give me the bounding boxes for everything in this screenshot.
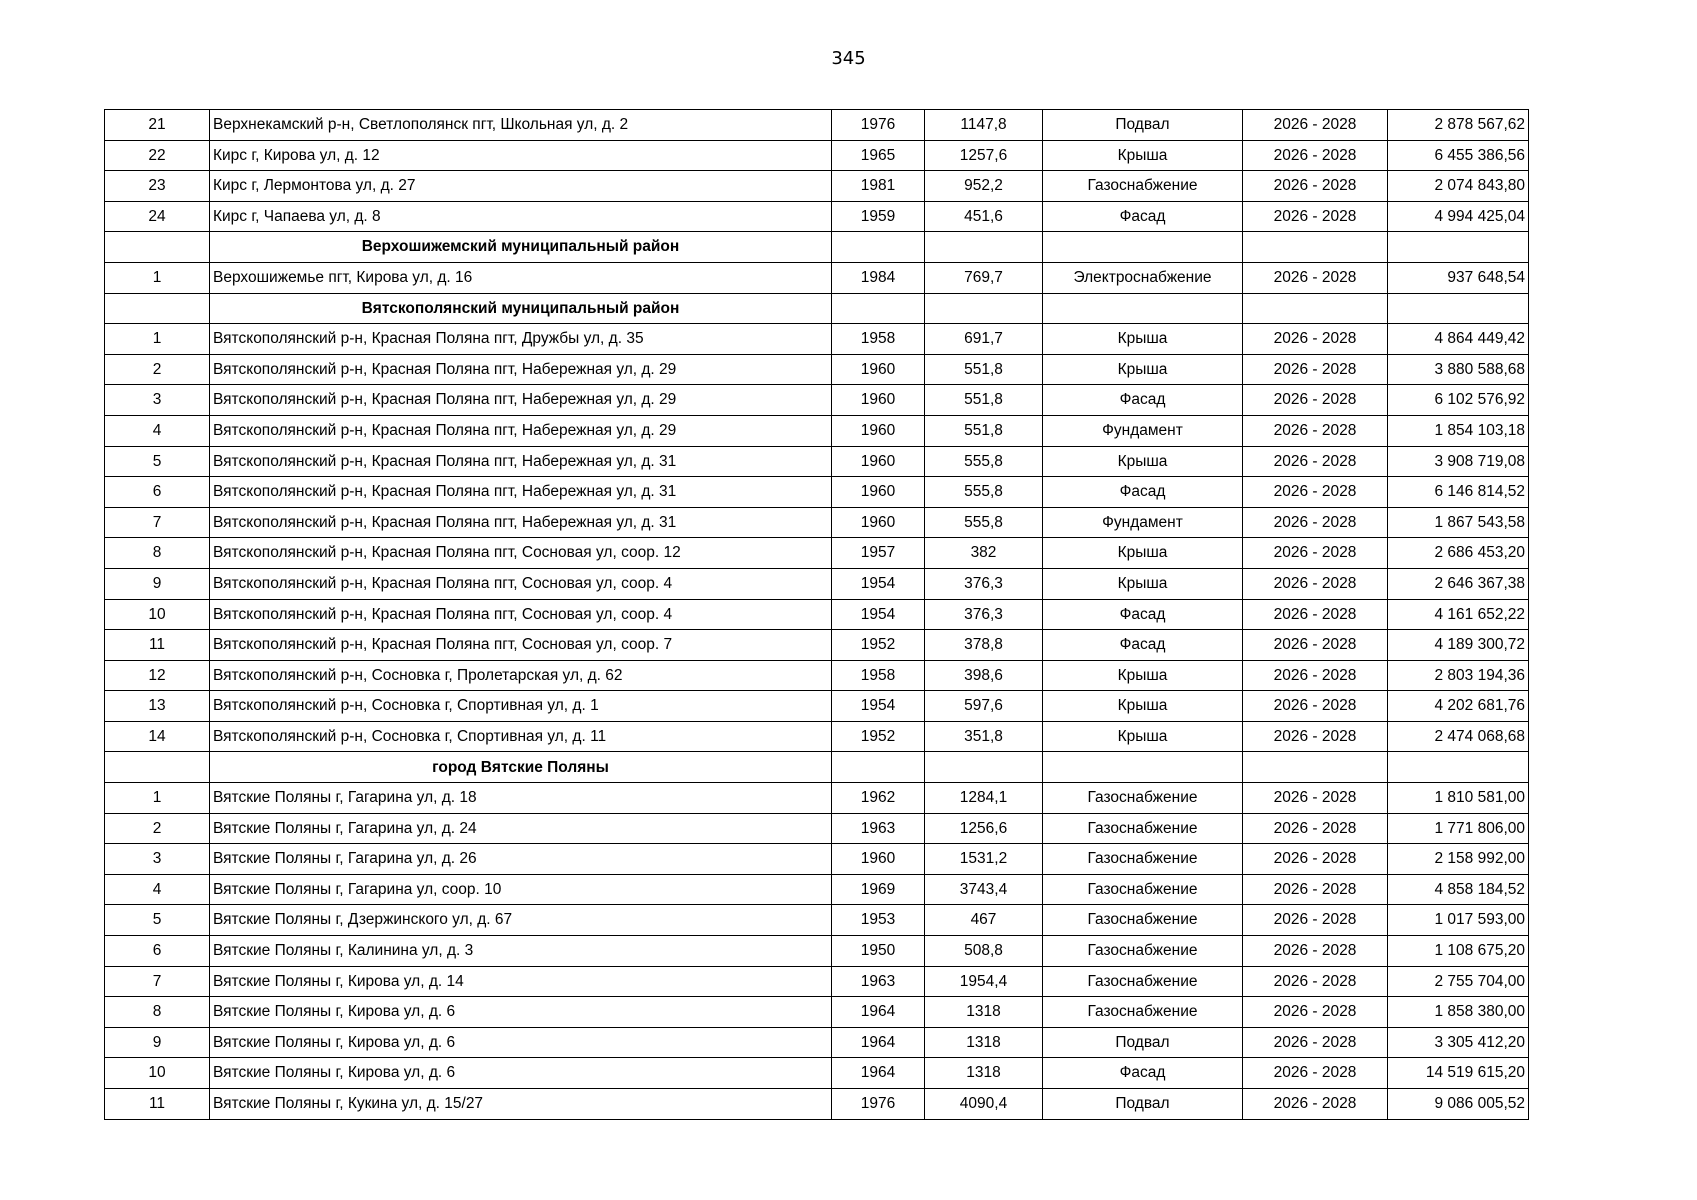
- cell-work-type: Крыша: [1043, 568, 1243, 599]
- cell-cost: [1388, 293, 1529, 324]
- cell-area: 551,8: [925, 385, 1043, 416]
- table-row: [105, 599, 1529, 630]
- cell-year: 1958: [832, 660, 925, 691]
- cell-number: 1: [105, 324, 210, 355]
- table-row: [105, 691, 1529, 722]
- cell-year: 1952: [832, 630, 925, 661]
- cell-area: 1954,4: [925, 966, 1043, 997]
- cell-number: 1: [105, 783, 210, 814]
- cell-address: Вятские Поляны г, Гагарина ул, д. 18: [210, 783, 832, 814]
- cell-period: 2026 - 2028: [1243, 691, 1388, 722]
- cell-area: [925, 293, 1043, 324]
- cell-period: 2026 - 2028: [1243, 262, 1388, 293]
- cell-area: 597,6: [925, 691, 1043, 722]
- cell-work-type: Подвал: [1043, 1089, 1243, 1120]
- cell-year: 1953: [832, 905, 925, 936]
- cell-year: 1950: [832, 936, 925, 967]
- cell-cost: 1 858 380,00: [1388, 997, 1529, 1028]
- cell-area: 1257,6: [925, 140, 1043, 171]
- cell-work-type: Фасад: [1043, 201, 1243, 232]
- table-row: [105, 1089, 1529, 1120]
- cell-period: 2026 - 2028: [1243, 1027, 1388, 1058]
- cell-cost: 6 455 386,56: [1388, 140, 1529, 171]
- cell-year: 1964: [832, 1058, 925, 1089]
- cell-cost: 9 086 005,52: [1388, 1089, 1529, 1120]
- cell-area: 555,8: [925, 446, 1043, 477]
- section-title: Вятскополянский муниципальный район: [210, 293, 832, 324]
- cell-number: 3: [105, 385, 210, 416]
- cell-work-type: Газоснабжение: [1043, 966, 1243, 997]
- cell-work-type: Газоснабжение: [1043, 783, 1243, 814]
- cell-cost: 2 878 567,62: [1388, 110, 1529, 141]
- cell-address: Вятскополянский р-н, Красная Поляна пгт, Набережная ул, д. 31: [210, 446, 832, 477]
- cell-number: 10: [105, 1058, 210, 1089]
- table-row: [105, 538, 1529, 569]
- cell-area: 769,7: [925, 262, 1043, 293]
- cell-work-type: Подвал: [1043, 110, 1243, 141]
- cell-year: 1959: [832, 201, 925, 232]
- cell-period: 2026 - 2028: [1243, 110, 1388, 141]
- cell-address: Вятскополянский р-н, Сосновка г, Спортивная ул, д. 1: [210, 691, 832, 722]
- section-header-row: [105, 752, 1529, 783]
- cell-address: Вятскополянский р-н, Красная Поляна пгт, Набережная ул, д. 29: [210, 385, 832, 416]
- cell-area: 551,8: [925, 354, 1043, 385]
- cell-area: 1531,2: [925, 844, 1043, 875]
- cell-year: 1958: [832, 324, 925, 355]
- cell-area: 1318: [925, 997, 1043, 1028]
- table-row: [105, 660, 1529, 691]
- cell-area: 1256,6: [925, 813, 1043, 844]
- cell-cost: 2 158 992,00: [1388, 844, 1529, 875]
- cell-address: Вятскополянский р-н, Сосновка г, Пролетарская ул, д. 62: [210, 660, 832, 691]
- cell-number: 3: [105, 844, 210, 875]
- cell-year: 1960: [832, 354, 925, 385]
- cell-number: 21: [105, 110, 210, 141]
- cell-period: 2026 - 2028: [1243, 140, 1388, 171]
- cell-period: 2026 - 2028: [1243, 568, 1388, 599]
- cell-number: 22: [105, 140, 210, 171]
- cell-area: 3743,4: [925, 874, 1043, 905]
- cell-year: [832, 232, 925, 263]
- table-row: [105, 874, 1529, 905]
- cell-cost: 4 864 449,42: [1388, 324, 1529, 355]
- cell-cost: 4 161 652,22: [1388, 599, 1529, 630]
- table-row: [105, 905, 1529, 936]
- cell-number: 8: [105, 997, 210, 1028]
- table-row: [105, 966, 1529, 997]
- cell-cost: 2 803 194,36: [1388, 660, 1529, 691]
- cell-year: 1963: [832, 966, 925, 997]
- cell-period: 2026 - 2028: [1243, 1058, 1388, 1089]
- cell-number: 11: [105, 1089, 210, 1120]
- cell-address: Вятские Поляны г, Гагарина ул, д. 26: [210, 844, 832, 875]
- table-row: [105, 507, 1529, 538]
- cell-address: Вятскополянский р-н, Красная Поляна пгт, Сосновая ул, соор. 4: [210, 568, 832, 599]
- cell-area: 1284,1: [925, 783, 1043, 814]
- table-row: [105, 446, 1529, 477]
- cell-area: 351,8: [925, 721, 1043, 752]
- cell-cost: 4 858 184,52: [1388, 874, 1529, 905]
- cell-address: Верхошижемье пгт, Кирова ул, д. 16: [210, 262, 832, 293]
- cell-period: 2026 - 2028: [1243, 507, 1388, 538]
- cell-work-type: Крыша: [1043, 324, 1243, 355]
- cell-area: 398,6: [925, 660, 1043, 691]
- cell-area: 551,8: [925, 415, 1043, 446]
- cell-year: 1962: [832, 783, 925, 814]
- cell-cost: 937 648,54: [1388, 262, 1529, 293]
- table-row: [105, 385, 1529, 416]
- cell-cost: 2 755 704,00: [1388, 966, 1529, 997]
- cell-address: Вятскополянский р-н, Красная Поляна пгт, Сосновая ул, соор. 12: [210, 538, 832, 569]
- cell-year: 1960: [832, 415, 925, 446]
- cell-work-type: Крыша: [1043, 140, 1243, 171]
- cell-period: 2026 - 2028: [1243, 844, 1388, 875]
- table-row: [105, 201, 1529, 232]
- cell-year: [832, 752, 925, 783]
- cell-address: Кирс г, Лермонтова ул, д. 27: [210, 171, 832, 202]
- repair-schedule-table: [104, 109, 1529, 1120]
- cell-period: [1243, 752, 1388, 783]
- cell-period: 2026 - 2028: [1243, 721, 1388, 752]
- cell-address: Верхнекамский р-н, Светлополянск пгт, Школьная ул, д. 2: [210, 110, 832, 141]
- cell-work-type: Крыша: [1043, 446, 1243, 477]
- cell-period: [1243, 293, 1388, 324]
- table-row: [105, 721, 1529, 752]
- cell-number: 2: [105, 813, 210, 844]
- table-row: [105, 140, 1529, 171]
- cell-year: 1963: [832, 813, 925, 844]
- cell-period: 2026 - 2028: [1243, 385, 1388, 416]
- cell-work-type: Газоснабжение: [1043, 171, 1243, 202]
- cell-area: 378,8: [925, 630, 1043, 661]
- cell-area: [925, 752, 1043, 783]
- cell-number: 8: [105, 538, 210, 569]
- cell-year: 1952: [832, 721, 925, 752]
- cell-number: 5: [105, 446, 210, 477]
- cell-area: 555,8: [925, 507, 1043, 538]
- cell-year: 1969: [832, 874, 925, 905]
- cell-year: 1957: [832, 538, 925, 569]
- cell-number: 9: [105, 1027, 210, 1058]
- cell-number: 1: [105, 262, 210, 293]
- cell-number: 12: [105, 660, 210, 691]
- section-header-row: [105, 232, 1529, 263]
- cell-number: 2: [105, 354, 210, 385]
- cell-cost: 6 146 814,52: [1388, 477, 1529, 508]
- cell-cost: 1 810 581,00: [1388, 783, 1529, 814]
- cell-work-type: Газоснабжение: [1043, 813, 1243, 844]
- cell-work-type: Крыша: [1043, 691, 1243, 722]
- cell-number: 6: [105, 936, 210, 967]
- table-body: [105, 110, 1529, 1120]
- cell-area: 376,3: [925, 568, 1043, 599]
- cell-year: 1960: [832, 844, 925, 875]
- cell-area: 555,8: [925, 477, 1043, 508]
- cell-year: 1960: [832, 385, 925, 416]
- cell-work-type: [1043, 293, 1243, 324]
- section-title: город Вятские Поляны: [210, 752, 832, 783]
- cell-year: 1954: [832, 568, 925, 599]
- cell-address: Вятскополянский р-н, Красная Поляна пгт, Набережная ул, д. 29: [210, 354, 832, 385]
- cell-cost: 3 880 588,68: [1388, 354, 1529, 385]
- cell-address: Вятские Поляны г, Гагарина ул, д. 24: [210, 813, 832, 844]
- cell-work-type: Фасад: [1043, 477, 1243, 508]
- cell-address: Вятскополянский р-н, Сосновка г, Спортивная ул, д. 11: [210, 721, 832, 752]
- cell-address: Вятскополянский р-н, Красная Поляна пгт, Набережная ул, д. 29: [210, 415, 832, 446]
- cell-address: Кирс г, Чапаева ул, д. 8: [210, 201, 832, 232]
- table-row: [105, 844, 1529, 875]
- cell-period: 2026 - 2028: [1243, 874, 1388, 905]
- cell-address: Вятскополянский р-н, Красная Поляна пгт, Дружбы ул, д. 35: [210, 324, 832, 355]
- cell-year: 1960: [832, 446, 925, 477]
- cell-address: Вятские Поляны г, Кирова ул, д. 6: [210, 1058, 832, 1089]
- cell-year: 1964: [832, 997, 925, 1028]
- table-row: [105, 630, 1529, 661]
- cell-address: Вятскополянский р-н, Красная Поляна пгт, Сосновая ул, соор. 4: [210, 599, 832, 630]
- cell-period: 2026 - 2028: [1243, 201, 1388, 232]
- cell-work-type: Фасад: [1043, 599, 1243, 630]
- cell-period: 2026 - 2028: [1243, 415, 1388, 446]
- cell-address: Вятскополянский р-н, Красная Поляна пгт, Набережная ул, д. 31: [210, 507, 832, 538]
- cell-work-type: [1043, 232, 1243, 263]
- cell-period: 2026 - 2028: [1243, 477, 1388, 508]
- section-title: Верхошижемский муниципальный район: [210, 232, 832, 263]
- cell-cost: 1 771 806,00: [1388, 813, 1529, 844]
- cell-cost: 3 305 412,20: [1388, 1027, 1529, 1058]
- cell-work-type: Фасад: [1043, 1058, 1243, 1089]
- cell-year: 1984: [832, 262, 925, 293]
- cell-number: [105, 293, 210, 324]
- cell-period: 2026 - 2028: [1243, 997, 1388, 1028]
- cell-period: 2026 - 2028: [1243, 813, 1388, 844]
- cell-work-type: Фасад: [1043, 630, 1243, 661]
- cell-period: 2026 - 2028: [1243, 905, 1388, 936]
- cell-work-type: Фасад: [1043, 385, 1243, 416]
- cell-work-type: Газоснабжение: [1043, 905, 1243, 936]
- cell-year: 1960: [832, 477, 925, 508]
- cell-work-type: Фундамент: [1043, 415, 1243, 446]
- cell-number: 4: [105, 874, 210, 905]
- cell-cost: 2 074 843,80: [1388, 171, 1529, 202]
- cell-number: 5: [105, 905, 210, 936]
- cell-address: Вятские Поляны г, Кирова ул, д. 6: [210, 1027, 832, 1058]
- cell-area: 1318: [925, 1058, 1043, 1089]
- cell-cost: 14 519 615,20: [1388, 1058, 1529, 1089]
- table-row: [105, 1058, 1529, 1089]
- cell-address: Вятские Поляны г, Гагарина ул, соор. 10: [210, 874, 832, 905]
- cell-cost: 3 908 719,08: [1388, 446, 1529, 477]
- table-row: [105, 813, 1529, 844]
- cell-year: 1965: [832, 140, 925, 171]
- table-row: [105, 262, 1529, 293]
- cell-cost: 2 474 068,68: [1388, 721, 1529, 752]
- cell-number: 23: [105, 171, 210, 202]
- cell-number: 10: [105, 599, 210, 630]
- cell-work-type: Подвал: [1043, 1027, 1243, 1058]
- cell-cost: 2 646 367,38: [1388, 568, 1529, 599]
- cell-work-type: Газоснабжение: [1043, 874, 1243, 905]
- table-row: [105, 936, 1529, 967]
- cell-number: 6: [105, 477, 210, 508]
- cell-number: 24: [105, 201, 210, 232]
- cell-cost: 4 994 425,04: [1388, 201, 1529, 232]
- cell-work-type: Газоснабжение: [1043, 844, 1243, 875]
- cell-number: 4: [105, 415, 210, 446]
- section-header-row: [105, 293, 1529, 324]
- cell-work-type: Крыша: [1043, 538, 1243, 569]
- cell-work-type: Крыша: [1043, 721, 1243, 752]
- cell-cost: [1388, 232, 1529, 263]
- cell-cost: 1 854 103,18: [1388, 415, 1529, 446]
- table-row: [105, 1027, 1529, 1058]
- cell-period: [1243, 232, 1388, 263]
- cell-year: 1981: [832, 171, 925, 202]
- cell-period: 2026 - 2028: [1243, 354, 1388, 385]
- cell-year: 1976: [832, 110, 925, 141]
- table-row: [105, 354, 1529, 385]
- cell-year: 1976: [832, 1089, 925, 1120]
- cell-cost: 2 686 453,20: [1388, 538, 1529, 569]
- cell-cost: 4 189 300,72: [1388, 630, 1529, 661]
- cell-address: Вятскополянский р-н, Красная Поляна пгт, Сосновая ул, соор. 7: [210, 630, 832, 661]
- cell-period: 2026 - 2028: [1243, 171, 1388, 202]
- cell-year: 1954: [832, 599, 925, 630]
- cell-period: 2026 - 2028: [1243, 446, 1388, 477]
- cell-period: 2026 - 2028: [1243, 936, 1388, 967]
- cell-address: Вятские Поляны г, Кирова ул, д. 14: [210, 966, 832, 997]
- cell-area: 376,3: [925, 599, 1043, 630]
- cell-area: 451,6: [925, 201, 1043, 232]
- cell-cost: 1 867 543,58: [1388, 507, 1529, 538]
- cell-year: 1960: [832, 507, 925, 538]
- cell-area: 952,2: [925, 171, 1043, 202]
- cell-period: 2026 - 2028: [1243, 324, 1388, 355]
- cell-area: 1318: [925, 1027, 1043, 1058]
- cell-area: 691,7: [925, 324, 1043, 355]
- cell-work-type: Газоснабжение: [1043, 997, 1243, 1028]
- cell-area: 508,8: [925, 936, 1043, 967]
- cell-area: 467: [925, 905, 1043, 936]
- cell-cost: [1388, 752, 1529, 783]
- cell-number: 11: [105, 630, 210, 661]
- cell-cost: 4 202 681,76: [1388, 691, 1529, 722]
- cell-number: 7: [105, 966, 210, 997]
- cell-address: Вятскополянский р-н, Красная Поляна пгт, Набережная ул, д. 31: [210, 477, 832, 508]
- table-row: [105, 783, 1529, 814]
- cell-work-type: Газоснабжение: [1043, 936, 1243, 967]
- cell-period: 2026 - 2028: [1243, 660, 1388, 691]
- cell-year: 1964: [832, 1027, 925, 1058]
- cell-area: 382: [925, 538, 1043, 569]
- cell-work-type: [1043, 752, 1243, 783]
- cell-year: 1954: [832, 691, 925, 722]
- cell-work-type: Электроснабжение: [1043, 262, 1243, 293]
- table-row: [105, 110, 1529, 141]
- cell-address: Кирс г, Кирова ул, д. 12: [210, 140, 832, 171]
- cell-area: 1147,8: [925, 110, 1043, 141]
- table-row: [105, 997, 1529, 1028]
- cell-area: 4090,4: [925, 1089, 1043, 1120]
- cell-address: Вятские Поляны г, Калинина ул, д. 3: [210, 936, 832, 967]
- cell-period: 2026 - 2028: [1243, 599, 1388, 630]
- cell-number: 14: [105, 721, 210, 752]
- cell-address: Вятские Поляны г, Дзержинского ул, д. 67: [210, 905, 832, 936]
- cell-address: Вятские Поляны г, Кирова ул, д. 6: [210, 997, 832, 1028]
- cell-number: 7: [105, 507, 210, 538]
- cell-work-type: Крыша: [1043, 660, 1243, 691]
- cell-period: 2026 - 2028: [1243, 630, 1388, 661]
- cell-period: 2026 - 2028: [1243, 783, 1388, 814]
- cell-year: [832, 293, 925, 324]
- cell-period: 2026 - 2028: [1243, 538, 1388, 569]
- table-row: [105, 415, 1529, 446]
- cell-work-type: Фундамент: [1043, 507, 1243, 538]
- cell-work-type: Крыша: [1043, 354, 1243, 385]
- cell-cost: 1 108 675,20: [1388, 936, 1529, 967]
- cell-cost: 6 102 576,92: [1388, 385, 1529, 416]
- page-number: 345: [831, 48, 866, 69]
- cell-period: 2026 - 2028: [1243, 966, 1388, 997]
- cell-number: [105, 752, 210, 783]
- table-row: [105, 171, 1529, 202]
- cell-area: [925, 232, 1043, 263]
- cell-number: 13: [105, 691, 210, 722]
- cell-number: 9: [105, 568, 210, 599]
- cell-address: Вятские Поляны г, Кукина ул, д. 15/27: [210, 1089, 832, 1120]
- cell-number: [105, 232, 210, 263]
- table-row: [105, 324, 1529, 355]
- table-row: [105, 477, 1529, 508]
- cell-cost: 1 017 593,00: [1388, 905, 1529, 936]
- table-row: [105, 568, 1529, 599]
- cell-period: 2026 - 2028: [1243, 1089, 1388, 1120]
